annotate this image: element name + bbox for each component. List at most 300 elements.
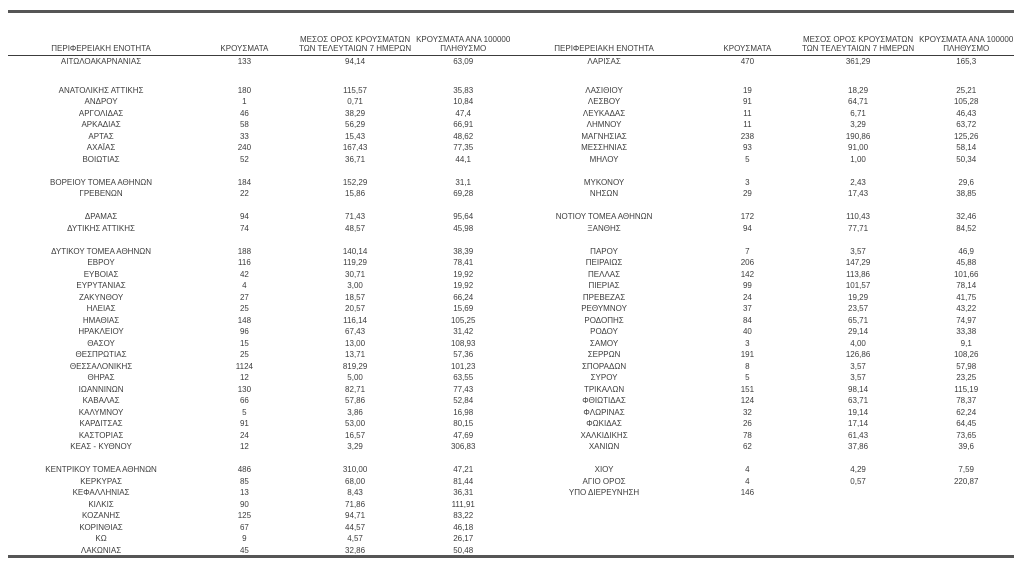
table-cell: 12 [239, 442, 249, 451]
table-row [511, 56, 1014, 68]
table-cell: 47,69 [453, 430, 474, 440]
spacer-row [8, 68, 511, 85]
table-cell: 35,83 [453, 85, 474, 95]
table-cell: 62,24 [956, 407, 977, 417]
spacer-row [8, 165, 511, 177]
table-cell: 45,88 [956, 258, 977, 267]
table-row [8, 349, 511, 361]
table-cell: ΡΟΔΟΥ [590, 327, 618, 336]
table-cell: 7,59 [958, 465, 974, 474]
table-cell: 19,29 [848, 292, 869, 302]
table-cell: 19,92 [453, 281, 474, 290]
table-row [511, 85, 1014, 97]
table-cell: 113,86 [846, 269, 870, 279]
table-cell: 180 [237, 85, 252, 95]
table-cell: 4,29 [850, 465, 866, 474]
table-row [511, 223, 1014, 235]
table-cell: 3,29 [850, 120, 866, 129]
table-cell: ΣΕΡΡΩΝ [587, 350, 621, 359]
table-body-left [8, 56, 511, 557]
table-cell: 184 [237, 177, 252, 187]
table-row [511, 292, 1014, 304]
table-header-left [8, 13, 511, 56]
table-cell: 101,23 [450, 361, 476, 371]
table-row [8, 188, 511, 200]
table-cell: 66 [239, 396, 249, 405]
table-cell: 29,6 [958, 177, 974, 187]
table-cell: ΚΑΡΔΙΤΣΑΣ [79, 419, 123, 428]
table-row [511, 384, 1014, 396]
table-cell: 58 [239, 120, 249, 129]
table-cell: 95,64 [453, 212, 474, 221]
table-cell: 85 [239, 476, 249, 486]
regions-table-left [8, 13, 511, 556]
table-cell: 3 [745, 338, 750, 348]
table-row [8, 96, 511, 108]
table-cell: 84,52 [956, 223, 977, 233]
table-row [511, 361, 1014, 373]
table-cell: 24 [239, 430, 249, 440]
table-cell: ΘΕΣΠΡΩΤΙΑΣ [75, 350, 127, 359]
table-cell: ΘΕΣΣΑΛΟΝΙΚΗΣ [69, 361, 133, 371]
table-cell: ΑΡΓΟΛΙΔΑΣ [78, 108, 124, 118]
table-cell: ΕΥΒΟΙΑΣ [83, 269, 119, 279]
table-cell: 240 [237, 143, 252, 152]
table-cell: 108,93 [450, 338, 476, 348]
table-cell: ΚΑΛΥΜΝΟΥ [78, 407, 124, 417]
table-row [8, 510, 511, 522]
table-cell: 91,00 [848, 143, 869, 152]
table-cell: 8 [745, 361, 750, 371]
table-cell: 22 [239, 189, 249, 198]
spacer-row [511, 68, 1014, 85]
table-row [8, 223, 511, 235]
table-row [511, 188, 1014, 200]
table-row [511, 464, 1014, 476]
table-cell: 110,43 [846, 212, 870, 221]
table-cell: ΒΟΡΕΙΟΥ ΤΟΜΕΑ ΑΘΗΝΩΝ [50, 177, 153, 187]
table-row [511, 211, 1014, 223]
table-row [511, 119, 1014, 131]
table-cell: 133 [237, 57, 252, 66]
table-cell: 310,00 [342, 465, 368, 474]
table-cell: 126,86 [845, 350, 871, 359]
col-header-avg7 [798, 13, 919, 56]
table-cell: 4,57 [347, 534, 363, 543]
table-cell: 32,86 [345, 545, 366, 555]
table-cell: 38,39 [453, 246, 474, 256]
table-cell: ΛΕΣΒΟΥ [587, 97, 621, 106]
table-cell: 74 [239, 223, 249, 233]
table-cell: 67 [239, 522, 249, 532]
table-cell: ΠΑΡΟΥ [590, 246, 618, 256]
table-row [8, 131, 511, 143]
table-cell: 91 [239, 419, 249, 428]
table-cell: 62 [742, 442, 752, 451]
table-row [8, 464, 511, 476]
table-cell: 45,98 [453, 223, 474, 233]
table-cell: 38,29 [345, 108, 366, 118]
table-cell: 19,14 [848, 407, 869, 417]
table-row [8, 395, 511, 407]
table-row [511, 142, 1014, 154]
table-cell: 13,71 [345, 350, 366, 359]
table-cell: 80,15 [453, 419, 474, 428]
table-row [511, 487, 1014, 499]
col-header-cases-label: ΚΡΟΥΣΜΑΤΑ [723, 44, 772, 53]
table-row [511, 131, 1014, 143]
table-row [511, 338, 1014, 350]
table-cell: 81,44 [453, 476, 474, 486]
table-cell: 57,86 [345, 396, 366, 405]
table-cell: ΛΑΡΙΣΑΣ [587, 57, 621, 66]
table-cell: 26,17 [453, 534, 474, 543]
col-header-per100k [918, 13, 1014, 56]
table-cell: 48,62 [453, 131, 474, 141]
col-header-cases [697, 13, 798, 56]
table-cell: 46,9 [958, 246, 974, 256]
col-header-region [8, 13, 194, 56]
table-cell: 31,42 [453, 327, 474, 336]
table-cell: 38,85 [956, 189, 977, 198]
table-row [8, 257, 511, 269]
table-cell: 43,22 [956, 304, 977, 313]
table-cell: 33 [239, 131, 249, 141]
table-cell: ΖΑΚΥΝΘΟΥ [78, 292, 124, 302]
table-cell: 3,86 [347, 407, 363, 417]
table-row [8, 430, 511, 442]
table-cell: 5 [745, 373, 750, 382]
table-row [8, 292, 511, 304]
table-cell: 3,57 [850, 361, 866, 371]
table-cell: 57,98 [956, 361, 977, 371]
table-cell: ΚΕΑΣ - ΚΥΘΝΟΥ [70, 442, 132, 451]
table-cell: 26 [742, 419, 752, 428]
table-cell: 105,28 [953, 97, 979, 106]
table-cell: 115,19 [954, 384, 979, 394]
table-cell: 1124 [235, 361, 253, 371]
table-cell: 18,57 [345, 292, 366, 302]
table-cell: 41,75 [956, 292, 977, 302]
table-cell: ΡΟΔΟΠΗΣ [584, 315, 624, 325]
table-cell: 30,71 [345, 269, 366, 279]
table-cell: 90 [239, 499, 249, 509]
table-cell: 78,41 [453, 258, 474, 267]
table-body-right [511, 56, 1014, 499]
regions-table-right [511, 13, 1014, 499]
table-cell: 116 [238, 258, 251, 267]
table-row [8, 441, 511, 453]
table-cell: 17,14 [848, 419, 869, 428]
table-cell: 6,71 [850, 108, 866, 118]
table-cell: 9,1 [960, 338, 972, 348]
col-header-region [511, 13, 697, 56]
table-cell: ΝΗΣΩΝ [589, 189, 619, 198]
table-row [8, 361, 511, 373]
table-cell: ΗΛΕΙΑΣ [86, 304, 116, 313]
table-cell: 15,86 [345, 189, 366, 198]
table-cell: ΚΟΡΙΝΘΙΑΣ [79, 522, 123, 532]
table-row [8, 56, 511, 68]
table-cell: 67,43 [345, 327, 366, 336]
table-cell: 46,43 [956, 108, 977, 118]
table-row [8, 303, 511, 315]
table-cell: 151 [740, 384, 755, 394]
table-cell: 37 [742, 304, 752, 313]
table-cell: 0,57 [850, 476, 866, 486]
table-row [8, 85, 511, 97]
col-header-per100k [415, 13, 511, 56]
table-cell: 172 [740, 212, 755, 221]
table-cell: 46 [239, 108, 249, 118]
table-cell: 11 [743, 108, 752, 118]
table-cell: 361,29 [845, 57, 871, 66]
table-cell: 13,00 [345, 338, 366, 348]
table-cell: 3,00 [347, 281, 363, 290]
table-cell: ΚΩ [95, 534, 107, 543]
table-cell: 96 [239, 327, 249, 336]
table-cell: 64,45 [956, 419, 977, 428]
table-cell: 99 [742, 281, 752, 290]
table-cell: 66,91 [453, 120, 474, 129]
table-row [511, 372, 1014, 384]
table-cell: 116,14 [343, 315, 367, 325]
table-cell: 4,00 [850, 338, 866, 348]
table-row [8, 315, 511, 327]
table-cell: 146 [740, 488, 755, 497]
table-cell: ΜΑΓΝΗΣΙΑΣ [581, 131, 627, 141]
header-row [511, 13, 1014, 56]
table-cell: 91 [742, 97, 752, 106]
table-cell: 188 [237, 246, 252, 256]
table-cell: 190,86 [845, 131, 871, 141]
table-cell: 83,22 [453, 511, 474, 520]
table-row [8, 407, 511, 419]
table-cell: ΚΕΦΑΛΛΗΝΙΑΣ [72, 488, 130, 497]
table-cell: 57,36 [453, 350, 474, 359]
table-cell: 238 [740, 131, 755, 141]
table-row [511, 154, 1014, 166]
table-row [511, 280, 1014, 292]
table-cell: ΣΥΡΟΥ [590, 373, 618, 382]
table-cell: 4 [745, 476, 750, 486]
table-cell: 0,71 [347, 97, 363, 106]
table-cell: ΠΡΕΒΕΖΑΣ [582, 292, 626, 302]
table-cell: 124 [740, 396, 755, 405]
table-cell: 125 [237, 511, 252, 520]
table-cell: ΛΕΥΚΑΔΑΣ [582, 108, 626, 118]
table-cell: ΞΑΝΘΗΣ [587, 223, 621, 233]
table-row [8, 142, 511, 154]
table-cell: 98,14 [848, 384, 869, 394]
table-cell: 71,86 [345, 499, 366, 509]
table-cell: 206 [740, 258, 755, 267]
table-cell: 4 [242, 281, 247, 290]
table-cell: 44,1 [455, 154, 471, 164]
table-row [511, 108, 1014, 120]
regional-unit-tables [8, 13, 1014, 556]
table-cell: 9 [242, 534, 247, 543]
col-header-cases-label: ΚΡΟΥΣΜΑΤΑ [220, 44, 269, 53]
table-cell: ΚΟΖΑΝΗΣ [82, 511, 121, 520]
table-cell: 140,14 [342, 246, 368, 256]
table-cell: 24 [742, 292, 752, 302]
table-cell: ΚΑΣΤΟΡΙΑΣ [78, 430, 124, 440]
table-cell: 74,97 [956, 315, 977, 325]
table-cell: 42 [239, 269, 249, 279]
spacer-row [8, 453, 511, 465]
table-row [8, 326, 511, 338]
table-cell: 45 [239, 545, 249, 555]
table-cell: 16,98 [453, 407, 474, 417]
table-cell: 142 [740, 269, 755, 279]
table-cell: 23,57 [848, 304, 869, 313]
table-cell: 15,43 [345, 131, 366, 141]
table-cell: ΑΝΑΤΟΛΙΚΗΣ ΑΤΤΙΚΗΣ [58, 85, 144, 95]
table-cell: 5 [745, 154, 750, 164]
table-cell: 63,09 [453, 57, 474, 66]
table-cell: 819,29 [342, 361, 368, 371]
table-cell: ΑΡΚΑΔΙΑΣ [81, 120, 121, 129]
table-row [511, 315, 1014, 327]
table-cell: 220,87 [953, 476, 979, 486]
table-cell: 56,29 [345, 120, 366, 129]
table-cell: 52 [239, 154, 249, 164]
table-cell: ΣΑΜΟΥ [589, 338, 619, 348]
table-cell: 10,84 [453, 97, 474, 106]
table-cell: 82,71 [345, 384, 366, 394]
header-row [8, 13, 511, 56]
table-cell: 84 [742, 315, 752, 325]
table-row [511, 441, 1014, 453]
table-cell: 40 [742, 327, 752, 336]
table-row [8, 418, 511, 430]
table-cell: ΘΗΡΑΣ [87, 373, 115, 382]
table-cell: 47,21 [453, 465, 474, 474]
table-cell: 18,29 [848, 85, 869, 95]
table-cell: ΒΟΙΩΤΙΑΣ [82, 154, 120, 164]
table-row [511, 257, 1014, 269]
table-cell: 101,57 [845, 281, 871, 290]
table-cell: 4 [745, 465, 750, 474]
table-cell: ΠΕΛΛΑΣ [588, 269, 621, 279]
table-cell: 39,6 [958, 442, 974, 451]
table-cell: ΛΗΜΝΟΥ [586, 120, 622, 129]
table-cell: 50,34 [956, 154, 977, 164]
table-cell: ΗΜΑΘΙΑΣ [82, 315, 120, 325]
table-cell: 94,71 [345, 511, 366, 520]
col-header-per100k-line2: ΠΛΗΘΥΣΜΟ [440, 44, 487, 53]
table-cell: 148 [237, 315, 252, 325]
table-cell: ΧΙΟΥ [594, 465, 614, 474]
table-cell: 7 [745, 246, 750, 256]
table-cell: 23,25 [956, 373, 977, 382]
table-cell: 5 [242, 407, 247, 417]
table-cell: 46,18 [453, 522, 474, 532]
table-cell: 306,83 [450, 442, 476, 451]
table-cell: 11 [743, 120, 752, 129]
table-cell: 61,43 [848, 430, 869, 440]
table-cell: 19,92 [453, 269, 474, 279]
table-cell: 77,43 [453, 384, 474, 394]
table-cell: 167,43 [342, 143, 368, 152]
bottom-rule [8, 555, 1014, 558]
table-cell: 78 [742, 430, 752, 440]
table-cell: 31,1 [455, 177, 471, 187]
col-header-avg7-line2: ΤΩΝ ΤΕΛΕΥΤΑΙΩΝ 7 ΗΜΕΡΩΝ [298, 44, 412, 53]
table-cell: 78,37 [956, 396, 977, 405]
table-cell: 47,4 [455, 108, 471, 118]
table-cell: ΥΠΟ ΔΙΕΡΕΥΝΗΣΗ [568, 488, 640, 497]
table-header-right [511, 13, 1014, 56]
col-header-per100k-line1: ΚΡΟΥΣΜΑΤΑ ΑΝΑ 100000 [416, 35, 511, 44]
table-cell: ΜΗΛΟΥ [589, 154, 619, 164]
table-row [8, 372, 511, 384]
table-row [8, 522, 511, 534]
table-row [8, 211, 511, 223]
col-header-avg7 [295, 13, 416, 56]
table-cell: 19 [742, 85, 752, 95]
table-row [8, 487, 511, 499]
col-header-region-label: ΠΕΡΙΦΕΡΕΙΑΚΗ ΕΝΟΤΗΤΑ [554, 44, 654, 53]
table-cell: ΧΑΛΚΙΔΙΚΗΣ [580, 430, 628, 440]
table-cell: ΓΡΕΒΕΝΩΝ [79, 189, 123, 198]
table-cell: 50,48 [453, 545, 474, 555]
table-cell: 130 [237, 384, 252, 394]
table-cell: 25 [239, 350, 249, 359]
spacer-row [511, 200, 1014, 212]
table-row [511, 96, 1014, 108]
table-row [8, 476, 511, 488]
table-cell: 2,43 [850, 177, 866, 187]
table-row [8, 384, 511, 396]
table-cell: ΡΕΘΥΜΝΟΥ [581, 304, 627, 313]
table-cell: ΚΕΡΚΥΡΑΣ [80, 476, 122, 486]
table-cell: 3,57 [850, 373, 866, 382]
table-cell: 115,57 [343, 85, 367, 95]
table-cell: ΑΝΔΡΟΥ [84, 97, 118, 106]
table-cell: 69,28 [453, 189, 474, 198]
table-cell: ΗΡΑΚΛΕΙΟΥ [78, 327, 124, 336]
table-row [511, 395, 1014, 407]
spacer-row [8, 200, 511, 212]
table-cell: 63,71 [848, 396, 869, 405]
table-row [511, 349, 1014, 361]
table-row [8, 280, 511, 292]
table-cell: 48,57 [345, 223, 366, 233]
table-cell: 71,43 [345, 212, 366, 221]
table-row [8, 338, 511, 350]
table-cell: 152,29 [342, 177, 368, 187]
col-header-per100k-line1: ΚΡΟΥΣΜΑΤΑ ΑΝΑ 100000 [919, 35, 1014, 44]
table-cell: 64,71 [848, 97, 869, 106]
table-cell: 105,25 [450, 315, 476, 325]
table-cell: 77,35 [453, 143, 474, 152]
table-cell: 13 [239, 488, 249, 497]
table-row [511, 246, 1014, 258]
table-cell: 53,00 [345, 419, 366, 428]
table-cell: ΕΒΡΟΥ [87, 258, 115, 267]
spacer-row [511, 453, 1014, 465]
table-cell: ΑΙΤΩΛΟΑΚΑΡΝΑΝΙΑΣ [60, 57, 142, 66]
table-cell: 77,71 [848, 223, 869, 233]
table-cell: 63,72 [956, 120, 977, 129]
table-cell: ΕΥΡΥΤΑΝΙΑΣ [76, 281, 126, 290]
table-cell: 1 [242, 97, 247, 106]
table-cell: 20,57 [345, 304, 366, 313]
table-cell: ΝΟΤΙΟΥ ΤΟΜΕΑ ΑΘΗΝΩΝ [555, 212, 653, 221]
table-cell: 191 [740, 350, 755, 359]
